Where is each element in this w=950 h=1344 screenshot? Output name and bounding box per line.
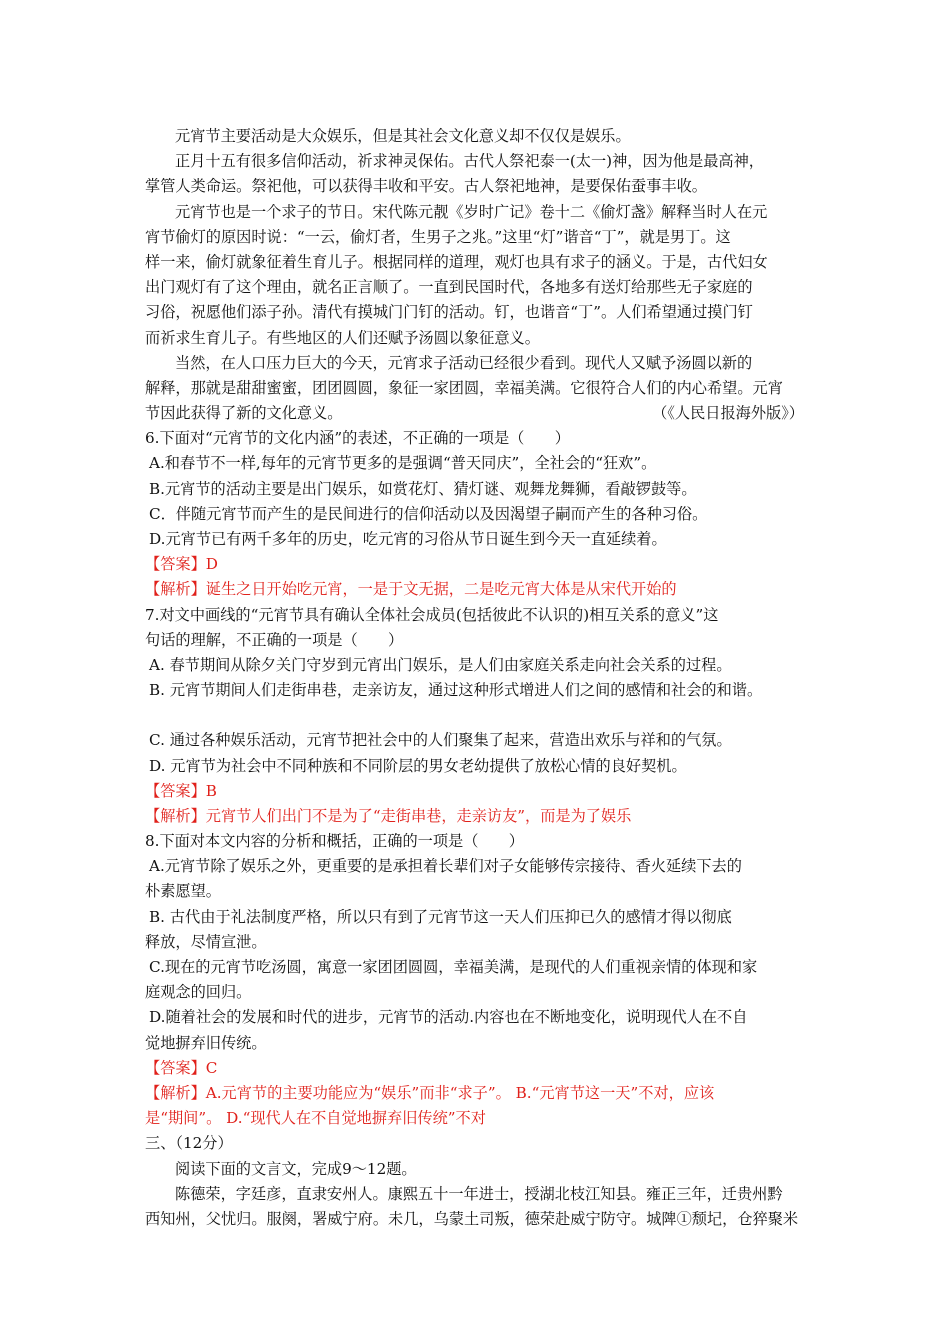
question-8 [145, 829, 810, 1131]
option-c: C. 通过各种娱乐活动，元宵节把社会中的人们聚集了起来，营造出欢乐与祥和的气氛。 [149, 731, 732, 750]
paragraph-line: 元宵节也是一个求子的节日。宋代陈元靓《岁时广记》卷十二《偷灯盏》解释当时人在元 [175, 202, 768, 221]
analysis-text: 诞生之日开始吃元宵，一是于文无据，二是吃元宵大体是从宋代开始的 [205, 580, 677, 599]
paragraph-line: 而祈求生育儿子。有些地区的人们还赋予汤圆以象征意义。 [145, 328, 540, 347]
question-stem: 6.下面对“元宵节的文化内涵”的表述，不正确的一项是（ ） [145, 429, 570, 448]
analysis-line-cont: 是“期间”。 D.“现代人在不自觉地摒弃旧传统”不对 [145, 1109, 486, 1128]
analysis-line [145, 577, 810, 602]
option-c-cont: 庭观念的回归。 [145, 983, 252, 1002]
paragraph-line: 掌管人类命运。祭祀他，可以获得丰收和平安。古人祭祀地神，是要保佑蚕事丰收。 [145, 177, 707, 196]
passage [145, 124, 810, 426]
paragraph-line [145, 401, 810, 426]
option-b: B.元宵节的活动主要是出门娱乐，如赏花灯、猜灯谜、观舞龙舞狮，看敲锣鼓等。 [149, 479, 697, 498]
answer-line [145, 552, 810, 577]
analysis-line [145, 804, 810, 829]
answer-tag: 【答案】 [145, 1058, 206, 1077]
option-c: C．伴随元宵节而产生的是民间进行的信仰活动以及因渴望子嗣而产生的各种习俗。 [149, 504, 708, 523]
paragraph-text: 节因此获得了新的文化意义。 [145, 404, 343, 423]
paragraph-line: 样一来，偷灯就象征着生育儿子。根据同样的道理，观灯也具有求子的涵义。于是，古代妇女 [145, 252, 768, 271]
answer-tag: 【答案】 [145, 555, 206, 574]
classical-text-line: 陈德荣，字廷彦，直隶安州人。康熙五十一年进士，授湖北枝江知县。雍正三年，迁贵州黔 [175, 1184, 783, 1203]
paragraph-line: 正月十五有很多信仰活动，祈求神灵保佑。古代人祭祀泰一(太一)神，因为他是最高神， [175, 152, 764, 171]
analysis-tag: 【解析】 [145, 580, 206, 599]
paragraph-line: 出门观灯有了这个理由，就名正言顺了。一直到民国时代，各地多有送灯给那些无子家庭的 [145, 278, 753, 297]
analysis-text: A.元宵节的主要功能应为“娱乐”而非“求子”。 B.“元宵节这一天”不对，应该 [205, 1083, 715, 1102]
analysis-line [145, 1081, 810, 1106]
answer-tag: 【答案】 [145, 781, 206, 800]
answer-line [145, 1056, 810, 1081]
question-stem: 句话的理解，不正确的一项是（ ） [145, 630, 404, 649]
option-b: B. 元宵节期间人们走街串巷，走亲访友，通过这种形式增进人们之间的感情和社会的和谐。 [149, 681, 763, 700]
option-a: A.和春节不一样,每年的元宵节更多的是强调“普天同庆”，全社会的“狂欢”。 [149, 454, 657, 473]
answer-line [145, 779, 810, 804]
analysis-text: 元宵节人们出门不是为了“走街串巷，走亲访友”，而是为了娱乐 [205, 806, 632, 825]
document-page [145, 124, 810, 1232]
answer-value: C [205, 1058, 218, 1077]
paragraph-line: 宵节偷灯的原因时说：“一云，偷灯者，生男子之兆。”这里“灯”谐音“丁”，就是男丁。这 [145, 227, 731, 246]
option-d-cont: 觉地摒弃旧传统。 [145, 1033, 267, 1052]
question-stem: 7.对文中画线的“元宵节具有确认全体社会成员(包括彼此不认识的)相互关系的意义”这 [145, 605, 719, 624]
source-citation: （《人民日报海外版》） [652, 404, 804, 423]
option-a-cont: 朴素愿望。 [145, 882, 221, 901]
paragraph-line: 解释，那就是甜甜蜜蜜，团团圆圆，象征一家团圆，幸福美满。它很符合人们的内心希望。元宵 [145, 378, 783, 397]
option-b-cont: 释放，尽情宣泄。 [145, 932, 267, 951]
question-6 [145, 426, 810, 602]
answer-value: D [205, 555, 218, 574]
paragraph-line: 习俗，祝愿他们添子孙。清代有摸城门门钉的活动。钉，也谐音“丁”。人们希望通过摸门钉 [145, 303, 753, 322]
question-7 [145, 603, 810, 830]
paragraph-line: 当然，在人口压力巨大的今天，元宵求子活动已经很少看到。现代人又赋予汤圆以新的 [175, 353, 753, 372]
analysis-tag: 【解析】 [145, 1083, 206, 1102]
option-d: D.元宵节已有两千多年的历史，吃元宵的习俗从节日诞生到今天一直延续着。 [149, 530, 667, 548]
option-d: D.随着社会的发展和时代的进步，元宵节的活动.内容也在不断地变化，说明现代人在不自 [149, 1008, 748, 1027]
option-d: D. 元宵节为社会中不同种族和不同阶层的男女老幼提供了放松心情的良好契机。 [149, 756, 687, 775]
option-b: B. 古代由于礼法制度严格，所以只有到了元宵节这一天人们压抑已久的感情才得以彻底 [149, 907, 732, 926]
section-instruction: 阅读下面的文言文，完成9～12题。 [175, 1159, 417, 1178]
option-a: A. 春节期间从除夕关门守岁到元宵出门娱乐，是人们由家庭关系走向社会关系的过程。 [149, 655, 732, 674]
option-a: A.元宵节除了娱乐之外，更重要的是承担着长辈们对子女能够传宗接待、香火延续下去的 [149, 857, 742, 876]
question-stem: 8.下面对本文内容的分析和概括，正确的一项是（ ） [145, 832, 524, 851]
paragraph-line: 元宵节主要活动是大众娱乐，但是其社会文化意义却不仅仅是娱乐。 [175, 127, 631, 145]
option-c: C.现在的元宵节吃汤圆，寓意一家团团圆圆，幸福美满，是现代的人们重视亲情的体现和家 [149, 958, 758, 976]
section-heading: 三、（12分） [145, 1134, 233, 1153]
analysis-tag: 【解析】 [145, 806, 206, 825]
classical-text-line: 西知州，父忧归。服阕，署威宁府。未几，乌蒙土司叛，德荣赴威宁防守。城陴①颓圮，仓猝聚米 [145, 1209, 799, 1228]
section-3 [145, 1131, 810, 1232]
answer-value: B [205, 781, 217, 800]
